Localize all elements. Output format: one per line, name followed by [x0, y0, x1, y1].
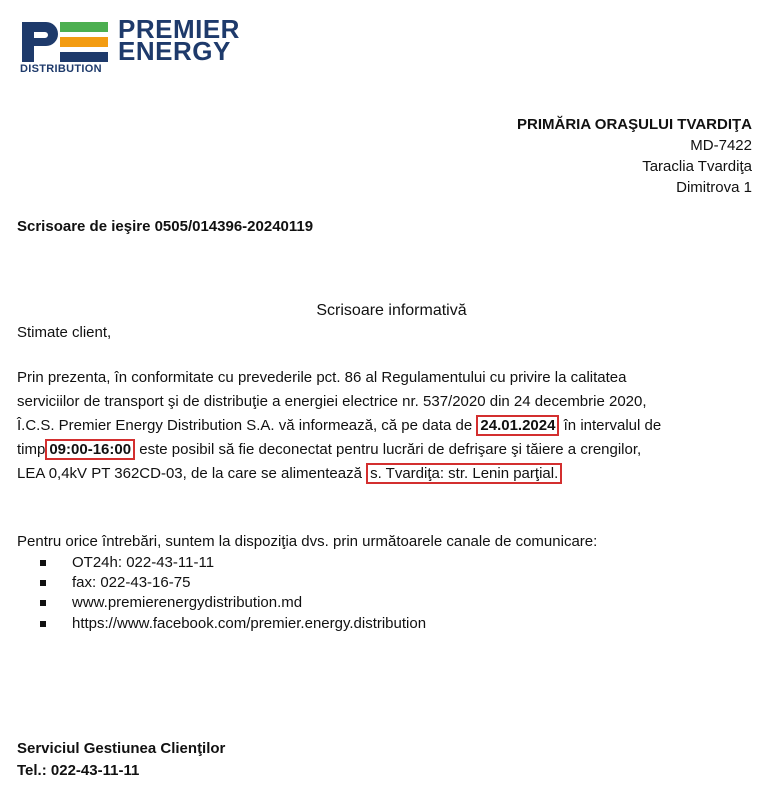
body-line-3 — [17, 414, 661, 438]
logo-wordmark — [118, 14, 240, 66]
recipient-street: Dimitrova 1 — [676, 179, 752, 196]
contact-list — [40, 553, 426, 634]
bullet-icon — [40, 621, 46, 627]
body-line-2: serviciilor de transport şi de distribuţie a energiei electrice nr. 537/2020 din 24 decembrie 2020, — [17, 393, 647, 410]
body-line-1: Prin prezenta, în conformitate cu prevederile pct. 86 al Regulamentului cu privire la calitatea — [17, 369, 627, 386]
list-item — [40, 573, 426, 593]
outage-time: 09:00-16:00 — [45, 439, 135, 460]
recipient-name: PRIMĂRIA ORAŞULUI TVARDIŢA — [517, 116, 752, 133]
department-name: Serviciul Gestiunea Clienţilor — [17, 740, 226, 757]
logo-line1: PREMIER — [118, 14, 240, 44]
body-line-4-post: este posibil să fie deconectat pentru lucrări de defrişare şi tăiere a crengilor, — [139, 441, 642, 458]
document-title: Scrisoare informativă — [316, 302, 467, 319]
bullet-icon — [40, 600, 46, 606]
letter-body — [17, 366, 661, 486]
recipient-address — [517, 114, 752, 198]
list-item[interactable] — [40, 614, 426, 634]
recipient-postal: MD-7422 — [690, 137, 752, 154]
bullet-icon — [40, 580, 46, 586]
body-line-4-pre: timp — [17, 441, 46, 458]
body-line-3-pre: Î.C.S. Premier Energy Distribution S.A. vă informează, că pe data de — [17, 417, 473, 434]
logo-subtitle: DISTRIBUTION — [20, 63, 102, 75]
contact-intro: Pentru orice întrebări, suntem la dispoziţia dvs. prin următoarele canale de comunicare: — [17, 533, 598, 550]
outage-date: 24.01.2024 — [476, 415, 559, 436]
contact-fax: fax: 022-43-16-75 — [72, 574, 191, 592]
list-item — [40, 553, 426, 573]
list-item[interactable] — [40, 593, 426, 613]
company-logo — [20, 14, 270, 78]
signature-block — [17, 738, 225, 782]
bullet-icon — [40, 560, 46, 566]
body-line-5-pre: LEA 0,4kV PT 362CD-03, de la care se alimentează — [17, 465, 362, 482]
recipient-city: Taraclia Tvardiţa — [642, 158, 752, 175]
contact-facebook-link[interactable]: https://www.facebook.com/premier.energy.distribution — [72, 614, 427, 632]
letter-reference: Scrisoare de ieşire 0505/014396-20240119 — [17, 218, 314, 235]
greeting: Stimate client, — [17, 324, 112, 341]
logo-line2: ENERGY — [118, 36, 231, 66]
contact-phone: OT24h: 022-43-11-11 — [72, 554, 215, 571]
outage-location: s. Tvardiţa: str. Lenin parţial. — [366, 463, 562, 484]
body-line-5 — [17, 462, 661, 486]
contact-website-link[interactable]: www.premierenergydistribution.md — [72, 594, 303, 612]
department-phone: Tel.: 022-43-11-11 — [17, 762, 140, 779]
body-line-3-post: în intervalul de — [563, 417, 662, 434]
body-line-4 — [17, 438, 661, 462]
